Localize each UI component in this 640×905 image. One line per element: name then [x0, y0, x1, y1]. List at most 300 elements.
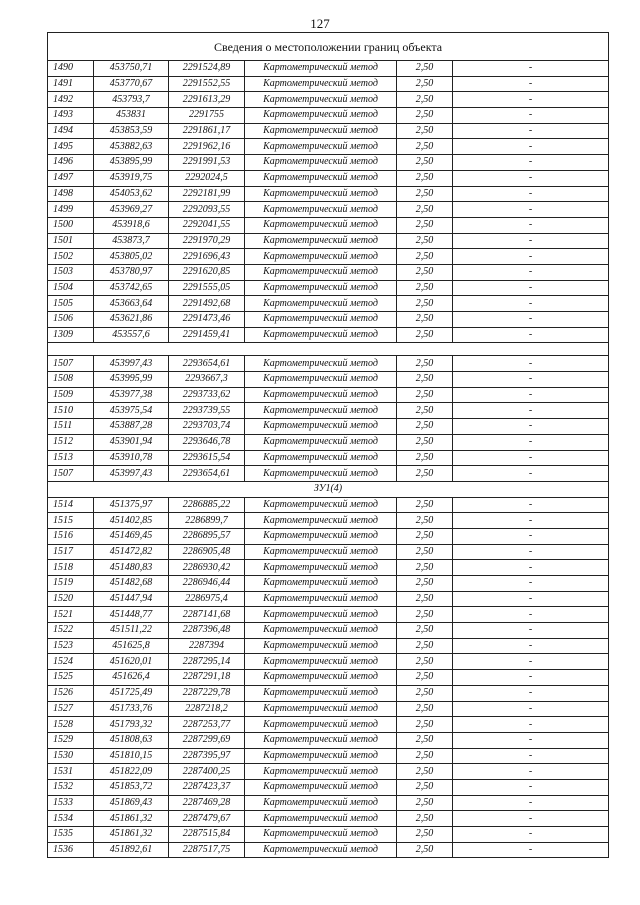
x-coordinate-cell: 453853,59 — [94, 123, 169, 139]
point-number-cell: 1506 — [48, 312, 94, 328]
x-coordinate-cell: 451375,97 — [94, 497, 169, 513]
x-coordinate-cell: 451808,63 — [94, 732, 169, 748]
page-number: 127 — [310, 16, 330, 31]
description-cell: - — [453, 312, 609, 328]
table-row — [48, 528, 609, 544]
table-row — [48, 327, 609, 343]
method-cell: Картометрический метод — [245, 497, 397, 513]
x-coordinate-cell: 451625,8 — [94, 638, 169, 654]
point-number-cell: 1529 — [48, 732, 94, 748]
table-row — [48, 296, 609, 312]
point-number-cell: 1520 — [48, 591, 94, 607]
description-cell: - — [453, 61, 609, 77]
y-coordinate-cell: 2286885,22 — [169, 497, 245, 513]
accuracy-cell: 2,50 — [397, 748, 453, 764]
table-title-row — [48, 33, 609, 61]
table-row — [48, 387, 609, 403]
y-coordinate-cell: 2291492,68 — [169, 296, 245, 312]
accuracy-cell: 2,50 — [397, 249, 453, 265]
accuracy-cell: 2,50 — [397, 403, 453, 419]
description-cell: - — [453, 202, 609, 218]
method-cell: Картометрический метод — [245, 560, 397, 576]
description-cell: - — [453, 186, 609, 202]
description-cell: - — [453, 560, 609, 576]
description-cell: - — [453, 387, 609, 403]
accuracy-cell: 2,50 — [397, 638, 453, 654]
x-coordinate-cell: 451869,43 — [94, 795, 169, 811]
table-row — [48, 202, 609, 218]
method-cell: Картометрический метод — [245, 356, 397, 372]
table-row — [48, 76, 609, 92]
description-cell: - — [453, 92, 609, 108]
description-cell: - — [453, 356, 609, 372]
y-coordinate-cell: 2291861,17 — [169, 123, 245, 139]
description-cell: - — [453, 827, 609, 843]
accuracy-cell: 2,50 — [397, 217, 453, 233]
point-number-cell: 1530 — [48, 748, 94, 764]
point-number-cell: 1525 — [48, 670, 94, 686]
y-coordinate-cell: 2287395,97 — [169, 748, 245, 764]
method-cell: Картометрический метод — [245, 623, 397, 639]
description-cell: - — [453, 717, 609, 733]
accuracy-cell: 2,50 — [397, 296, 453, 312]
table-row — [48, 61, 609, 77]
x-coordinate-cell: 451810,15 — [94, 748, 169, 764]
description-cell: - — [453, 217, 609, 233]
y-coordinate-cell: 2287396,48 — [169, 623, 245, 639]
method-cell: Картометрический метод — [245, 701, 397, 717]
y-coordinate-cell: 2287299,69 — [169, 732, 245, 748]
x-coordinate-cell: 453997,43 — [94, 356, 169, 372]
accuracy-cell: 2,50 — [397, 513, 453, 529]
table-row — [48, 264, 609, 280]
y-coordinate-cell: 2286899,7 — [169, 513, 245, 529]
table-row — [48, 497, 609, 513]
y-coordinate-cell: 2291473,46 — [169, 312, 245, 328]
x-coordinate-cell: 451861,32 — [94, 811, 169, 827]
table-row — [48, 450, 609, 466]
accuracy-cell: 2,50 — [397, 139, 453, 155]
x-coordinate-cell: 451448,77 — [94, 607, 169, 623]
table-row — [48, 123, 609, 139]
point-number-cell: 1519 — [48, 576, 94, 592]
x-coordinate-cell: 451472,82 — [94, 544, 169, 560]
description-cell: - — [453, 372, 609, 388]
description-cell: - — [453, 764, 609, 780]
accuracy-cell: 2,50 — [397, 434, 453, 450]
point-number-cell: 1494 — [48, 123, 94, 139]
point-number-cell: 1521 — [48, 607, 94, 623]
point-number-cell: 1510 — [48, 403, 94, 419]
description-cell: - — [453, 155, 609, 171]
point-number-cell: 1522 — [48, 623, 94, 639]
table-row — [48, 717, 609, 733]
x-coordinate-cell: 453901,94 — [94, 434, 169, 450]
description-cell: - — [453, 327, 609, 343]
table-row — [48, 280, 609, 296]
description-cell: - — [453, 607, 609, 623]
y-coordinate-cell: 2291524,89 — [169, 61, 245, 77]
x-coordinate-cell: 453663,64 — [94, 296, 169, 312]
method-cell: Картометрический метод — [245, 280, 397, 296]
point-number-cell: 1512 — [48, 434, 94, 450]
point-number-cell: 1490 — [48, 61, 94, 77]
y-coordinate-cell: 2287218,2 — [169, 701, 245, 717]
table-row — [48, 623, 609, 639]
x-coordinate-cell: 451480,83 — [94, 560, 169, 576]
table-row — [48, 434, 609, 450]
y-coordinate-cell: 2293667,3 — [169, 372, 245, 388]
y-coordinate-cell: 2287400,25 — [169, 764, 245, 780]
section-separator — [48, 343, 609, 356]
point-number-cell: 1517 — [48, 544, 94, 560]
y-coordinate-cell: 2291459,41 — [169, 327, 245, 343]
method-cell: Картометрический метод — [245, 591, 397, 607]
x-coordinate-cell: 451822,09 — [94, 764, 169, 780]
point-number-cell: 1531 — [48, 764, 94, 780]
x-coordinate-cell: 453975,54 — [94, 403, 169, 419]
table-row — [48, 544, 609, 560]
y-coordinate-cell: 2291755 — [169, 108, 245, 124]
description-cell: - — [453, 701, 609, 717]
method-cell: Картометрический метод — [245, 139, 397, 155]
y-coordinate-cell: 2286975,4 — [169, 591, 245, 607]
table-row — [48, 576, 609, 592]
x-coordinate-cell: 451447,94 — [94, 591, 169, 607]
accuracy-cell: 2,50 — [397, 155, 453, 171]
y-coordinate-cell: 2287295,14 — [169, 654, 245, 670]
point-number-cell: 1516 — [48, 528, 94, 544]
y-coordinate-cell: 2292041,55 — [169, 217, 245, 233]
description-cell: - — [453, 513, 609, 529]
table-row — [48, 607, 609, 623]
description-cell: - — [453, 249, 609, 265]
x-coordinate-cell: 451511,22 — [94, 623, 169, 639]
x-coordinate-cell: 453793,7 — [94, 92, 169, 108]
accuracy-cell: 2,50 — [397, 497, 453, 513]
accuracy-cell: 2,50 — [397, 123, 453, 139]
description-cell: - — [453, 450, 609, 466]
x-coordinate-cell: 453887,28 — [94, 419, 169, 435]
description-cell: - — [453, 76, 609, 92]
accuracy-cell: 2,50 — [397, 372, 453, 388]
accuracy-cell: 2,50 — [397, 92, 453, 108]
table-row — [48, 372, 609, 388]
point-number-cell: 1536 — [48, 842, 94, 858]
description-cell: - — [453, 638, 609, 654]
x-coordinate-cell: 451853,72 — [94, 779, 169, 795]
point-number-cell: 1509 — [48, 387, 94, 403]
accuracy-cell: 2,50 — [397, 576, 453, 592]
accuracy-cell: 2,50 — [397, 327, 453, 343]
method-cell: Картометрический метод — [245, 513, 397, 529]
y-coordinate-cell: 2293646,78 — [169, 434, 245, 450]
x-coordinate-cell: 453770,67 — [94, 76, 169, 92]
y-coordinate-cell: 2287253,77 — [169, 717, 245, 733]
x-coordinate-cell: 451733,76 — [94, 701, 169, 717]
point-number-cell: 1499 — [48, 202, 94, 218]
y-coordinate-cell: 2287517,75 — [169, 842, 245, 858]
x-coordinate-cell: 453742,65 — [94, 280, 169, 296]
x-coordinate-cell: 451892,61 — [94, 842, 169, 858]
accuracy-cell: 2,50 — [397, 764, 453, 780]
point-number-cell: 1503 — [48, 264, 94, 280]
table-row — [48, 748, 609, 764]
x-coordinate-cell: 451402,85 — [94, 513, 169, 529]
x-coordinate-cell: 453910,78 — [94, 450, 169, 466]
x-coordinate-cell: 453969,27 — [94, 202, 169, 218]
table-row — [48, 403, 609, 419]
section-header-row — [48, 481, 609, 497]
y-coordinate-cell: 2291991,53 — [169, 155, 245, 171]
y-coordinate-cell: 2287423,37 — [169, 779, 245, 795]
x-coordinate-cell: 453557,6 — [94, 327, 169, 343]
table-row — [48, 795, 609, 811]
y-coordinate-cell: 2287141,68 — [169, 607, 245, 623]
y-coordinate-cell: 2286905,48 — [169, 544, 245, 560]
table-row — [48, 827, 609, 843]
x-coordinate-cell: 453621,86 — [94, 312, 169, 328]
method-cell: Картометрический метод — [245, 61, 397, 77]
x-coordinate-cell: 453873,7 — [94, 233, 169, 249]
method-cell: Картометрический метод — [245, 732, 397, 748]
point-number-cell: 1501 — [48, 233, 94, 249]
y-coordinate-cell: 2293654,61 — [169, 466, 245, 482]
point-number-cell: 1507 — [48, 356, 94, 372]
method-cell: Картометрический метод — [245, 544, 397, 560]
x-coordinate-cell: 451620,01 — [94, 654, 169, 670]
point-number-cell: 1524 — [48, 654, 94, 670]
method-cell: Картометрический метод — [245, 450, 397, 466]
table-row — [48, 312, 609, 328]
table-row — [48, 764, 609, 780]
y-coordinate-cell: 2293739,55 — [169, 403, 245, 419]
y-coordinate-cell: 2291555,05 — [169, 280, 245, 296]
point-number-cell: 1309 — [48, 327, 94, 343]
method-cell: Картометрический метод — [245, 466, 397, 482]
accuracy-cell: 2,50 — [397, 387, 453, 403]
x-coordinate-cell: 453895,99 — [94, 155, 169, 171]
table-row — [48, 155, 609, 171]
method-cell: Картометрический метод — [245, 170, 397, 186]
method-cell: Картометрический метод — [245, 748, 397, 764]
description-cell: - — [453, 419, 609, 435]
point-number-cell: 1513 — [48, 450, 94, 466]
table-row — [48, 701, 609, 717]
accuracy-cell: 2,50 — [397, 717, 453, 733]
method-cell: Картометрический метод — [245, 327, 397, 343]
description-cell: - — [453, 434, 609, 450]
method-cell: Картометрический метод — [245, 108, 397, 124]
method-cell: Картометрический метод — [245, 419, 397, 435]
table-row — [48, 560, 609, 576]
table-row — [48, 466, 609, 482]
table-row — [48, 108, 609, 124]
point-number-cell: 1514 — [48, 497, 94, 513]
method-cell: Картометрический метод — [245, 312, 397, 328]
point-number-cell: 1498 — [48, 186, 94, 202]
description-cell: - — [453, 811, 609, 827]
description-cell: - — [453, 685, 609, 701]
accuracy-cell: 2,50 — [397, 544, 453, 560]
y-coordinate-cell: 2287229,78 — [169, 685, 245, 701]
method-cell: Картометрический метод — [245, 685, 397, 701]
table-row — [48, 139, 609, 155]
point-number-cell: 1528 — [48, 717, 94, 733]
point-number-cell: 1493 — [48, 108, 94, 124]
y-coordinate-cell: 2287515,84 — [169, 827, 245, 843]
description-cell: - — [453, 795, 609, 811]
y-coordinate-cell: 2286930,42 — [169, 560, 245, 576]
method-cell: Картометрический метод — [245, 795, 397, 811]
method-cell: Картометрический метод — [245, 264, 397, 280]
y-coordinate-cell: 2287479,67 — [169, 811, 245, 827]
table-row — [48, 513, 609, 529]
method-cell: Картометрический метод — [245, 296, 397, 312]
y-coordinate-cell: 2287291,18 — [169, 670, 245, 686]
method-cell: Картометрический метод — [245, 528, 397, 544]
point-number-cell: 1526 — [48, 685, 94, 701]
point-number-cell: 1495 — [48, 139, 94, 155]
y-coordinate-cell: 2286895,57 — [169, 528, 245, 544]
table-row — [48, 670, 609, 686]
method-cell: Картометрический метод — [245, 779, 397, 795]
point-number-cell: 1508 — [48, 372, 94, 388]
description-cell: - — [453, 591, 609, 607]
y-coordinate-cell: 2287394 — [169, 638, 245, 654]
table-row — [48, 779, 609, 795]
x-coordinate-cell: 451725,49 — [94, 685, 169, 701]
method-cell: Картометрический метод — [245, 670, 397, 686]
accuracy-cell: 2,50 — [397, 528, 453, 544]
method-cell: Картометрический метод — [245, 202, 397, 218]
x-coordinate-cell: 453977,38 — [94, 387, 169, 403]
accuracy-cell: 2,50 — [397, 76, 453, 92]
description-cell: - — [453, 670, 609, 686]
method-cell: Картометрический метод — [245, 434, 397, 450]
method-cell: Картометрический метод — [245, 654, 397, 670]
description-cell: - — [453, 779, 609, 795]
x-coordinate-cell: 453831 — [94, 108, 169, 124]
accuracy-cell: 2,50 — [397, 419, 453, 435]
point-number-cell: 1500 — [48, 217, 94, 233]
accuracy-cell: 2,50 — [397, 607, 453, 623]
method-cell: Картометрический метод — [245, 387, 397, 403]
accuracy-cell: 2,50 — [397, 701, 453, 717]
method-cell: Картометрический метод — [245, 827, 397, 843]
method-cell: Картометрический метод — [245, 249, 397, 265]
method-cell: Картометрический метод — [245, 576, 397, 592]
table-row — [48, 732, 609, 748]
method-cell: Картометрический метод — [245, 842, 397, 858]
point-number-cell: 1504 — [48, 280, 94, 296]
accuracy-cell: 2,50 — [397, 466, 453, 482]
accuracy-cell: 2,50 — [397, 560, 453, 576]
method-cell: Картометрический метод — [245, 92, 397, 108]
method-cell: Картометрический метод — [245, 638, 397, 654]
point-number-cell: 1502 — [48, 249, 94, 265]
y-coordinate-cell: 2293703,74 — [169, 419, 245, 435]
x-coordinate-cell: 454053,62 — [94, 186, 169, 202]
accuracy-cell: 2,50 — [397, 732, 453, 748]
description-cell: - — [453, 264, 609, 280]
accuracy-cell: 2,50 — [397, 264, 453, 280]
method-cell: Картометрический метод — [245, 186, 397, 202]
table-row — [48, 217, 609, 233]
point-number-cell: 1507 — [48, 466, 94, 482]
table-row — [48, 591, 609, 607]
y-coordinate-cell: 2287469,28 — [169, 795, 245, 811]
x-coordinate-cell: 451469,45 — [94, 528, 169, 544]
point-number-cell: 1515 — [48, 513, 94, 529]
accuracy-cell: 2,50 — [397, 61, 453, 77]
description-cell: - — [453, 654, 609, 670]
description-cell: - — [453, 623, 609, 639]
y-coordinate-cell: 2293615,54 — [169, 450, 245, 466]
method-cell: Картометрический метод — [245, 123, 397, 139]
description-cell: - — [453, 466, 609, 482]
description-cell: - — [453, 139, 609, 155]
description-cell: - — [453, 123, 609, 139]
description-cell: - — [453, 842, 609, 858]
point-number-cell: 1511 — [48, 419, 94, 435]
accuracy-cell: 2,50 — [397, 450, 453, 466]
accuracy-cell: 2,50 — [397, 623, 453, 639]
point-number-cell: 1533 — [48, 795, 94, 811]
accuracy-cell: 2,50 — [397, 811, 453, 827]
point-number-cell: 1523 — [48, 638, 94, 654]
table-row — [48, 170, 609, 186]
accuracy-cell: 2,50 — [397, 779, 453, 795]
x-coordinate-cell: 451793,32 — [94, 717, 169, 733]
description-cell: - — [453, 280, 609, 296]
description-cell: - — [453, 544, 609, 560]
table-body — [48, 33, 609, 858]
accuracy-cell: 2,50 — [397, 170, 453, 186]
accuracy-cell: 2,50 — [397, 108, 453, 124]
accuracy-cell: 2,50 — [397, 827, 453, 843]
x-coordinate-cell: 453919,75 — [94, 170, 169, 186]
table-row — [48, 654, 609, 670]
method-cell: Картометрический метод — [245, 403, 397, 419]
description-cell: - — [453, 528, 609, 544]
accuracy-cell: 2,50 — [397, 312, 453, 328]
description-cell: - — [453, 108, 609, 124]
x-coordinate-cell: 453780,97 — [94, 264, 169, 280]
table-title: Сведения о местоположении границ объекта — [48, 33, 609, 61]
y-coordinate-cell: 2293654,61 — [169, 356, 245, 372]
table-row — [48, 685, 609, 701]
method-cell: Картометрический метод — [245, 764, 397, 780]
x-coordinate-cell: 453995,99 — [94, 372, 169, 388]
table-row — [48, 811, 609, 827]
accuracy-cell: 2,50 — [397, 591, 453, 607]
x-coordinate-cell: 453918,6 — [94, 217, 169, 233]
point-number-cell: 1534 — [48, 811, 94, 827]
point-number-cell: 1532 — [48, 779, 94, 795]
description-cell: - — [453, 576, 609, 592]
boundary-coordinates-table — [47, 32, 609, 858]
section-separator-row — [48, 343, 609, 356]
method-cell: Картометрический метод — [245, 717, 397, 733]
accuracy-cell: 2,50 — [397, 280, 453, 296]
method-cell: Картометрический метод — [245, 233, 397, 249]
accuracy-cell: 2,50 — [397, 685, 453, 701]
section-label: ЗУ1(4) — [48, 481, 609, 497]
x-coordinate-cell: 453805,02 — [94, 249, 169, 265]
accuracy-cell: 2,50 — [397, 795, 453, 811]
x-coordinate-cell: 451861,32 — [94, 827, 169, 843]
